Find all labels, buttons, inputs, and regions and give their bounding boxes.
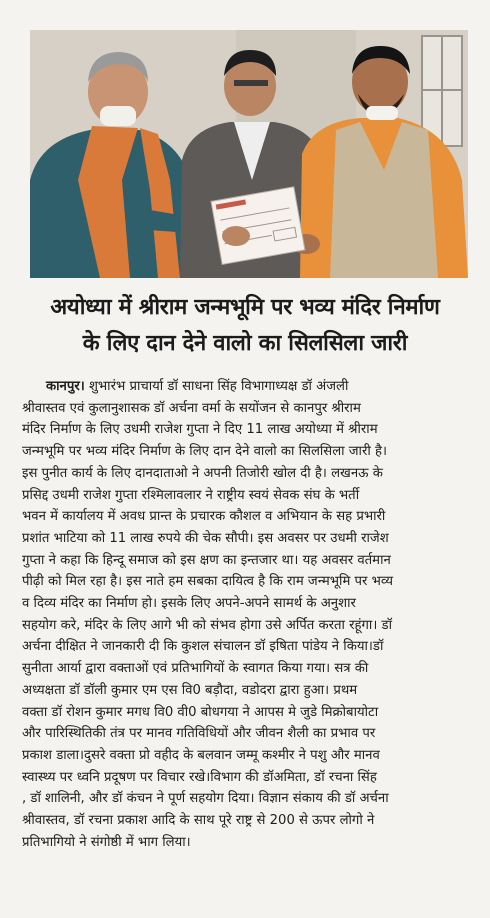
article-line: प्रतिभागियो ने संगोष्ठी में भाग लिया। <box>22 834 191 850</box>
article-line: भवन में कार्यालय में अवध प्रान्त के प्रचारक कौशल व अभियान के सह प्रभारी <box>22 509 386 525</box>
article-line: श्रीवास्तव एवं कुलानुशासक डॉ अर्चना वर्मा के सयोंजन से कानपुर श्रीराम <box>22 400 361 416</box>
headline <box>18 290 472 362</box>
article-line: प्रशांत भाटिया को 11 लाख रुपये की चेक सौपी। इस अवसर पर उधमी राजेश <box>22 530 389 546</box>
headline-line-2: के लिए दान देने वालो का सिलसिला जारी <box>82 331 408 356</box>
article-line: जन्मभूमि पर भव्य मंदिर निर्माण के लिए दान देने वालो का सिलसिला जारी है। <box>22 444 387 460</box>
article-line: और पारिस्थितिकी तंत्र पर मानव गतिविधियों और जीवन शैली का प्रभाव पर <box>22 726 376 742</box>
article-line: श्रीवास्तव, डॉ रचना प्रकाश आदि के साथ पूरे राष्ट्र से 200 से ऊपर लोगो ने <box>22 813 375 829</box>
article-line: अर्चना दीक्षित ने जानकारी दी कि कुशल संचालन डॉ इषिता पांडेय ने किया।डॉ <box>22 639 384 655</box>
article-line-1-text: शुभारंभ प्राचार्या डॉ साधना सिंह विभागाध्यक्ष डॉ अंजली <box>84 379 349 394</box>
headline-line-1: अयोध्या में श्रीराम जन्मभूमि पर भव्य मंदिर निर्माण <box>50 295 440 320</box>
article-line: , डॉ शालिनी, और डॉ कंचन ने पूर्ण सहयोग दिया। विज्ञान संकाय की डॉ अर्चना <box>22 791 389 807</box>
news-photo <box>30 30 468 278</box>
article-line-1 <box>22 376 474 398</box>
article-line: वक्ता डॉ रोशन कुमार मगध वि0 वी0 बोधगया ने आपस मे जुडे मिक्रोबायोटा <box>22 704 379 720</box>
dateline: कानपुर। <box>46 379 85 394</box>
photo-illustration <box>30 30 468 278</box>
article-line: अध्यक्षता डॉ डॉली कुमार एम एस वि0 बड़ौदा, वडोदरा द्वारा हुआ। प्रथम <box>22 682 358 698</box>
article-line: प्रसिद्द उधमी राजेश गुप्ता रश्मिलावलार ने राष्ट्रीय स्वयं सेवक संघ के भर्ती <box>22 487 360 503</box>
article-line: इस पुनीत कार्य के लिए दानदाताओ ने अपनी तिजोरी खोल दी है। लखनऊ के <box>22 465 383 481</box>
article-line: पीढ़ी को मिल रहा है। इस नाते हम सबका दायित्व है कि राम जन्मभूमि पर भव्य <box>22 574 394 590</box>
article-line: व दिव्य मंदिर का निर्माण हो। इसके लिए अपने-अपने सामर्थ के अनुशार <box>22 596 356 612</box>
cheque <box>211 187 305 265</box>
article-line: सहयोग करे, मंदिर के लिए आगे भी को संभव होगा उसे अर्पित करता रहूंगा। डॉ <box>22 617 392 633</box>
article-line: स्वास्थ्य पर ध्वनि प्रदूषण पर विचार रखे।विभाग की डॉअमिता, डॉ रचना सिंह <box>22 769 377 785</box>
article-line: गुप्ता ने कहा कि हिन्दू समाज को इस क्षण का इन्तजार था। यह अवसर वर्तमान <box>22 552 391 568</box>
article-line: प्रकाश डाला।दुसरे वक्ता प्रो वहीद के बलवान जम्मू कश्मीर ने पशु और मानव <box>22 747 380 763</box>
article-body <box>22 376 474 853</box>
article-line: सुनीता आर्या द्वारा वक्ताओं एवं प्रतिभागियों के स्वागत किया गया। सत्र की <box>22 661 369 677</box>
article-line: मंदिर निर्माण के लिए उधमी राजेश गुप्ता ने दिए 11 लाख अयोध्या में श्रीराम <box>22 422 378 438</box>
